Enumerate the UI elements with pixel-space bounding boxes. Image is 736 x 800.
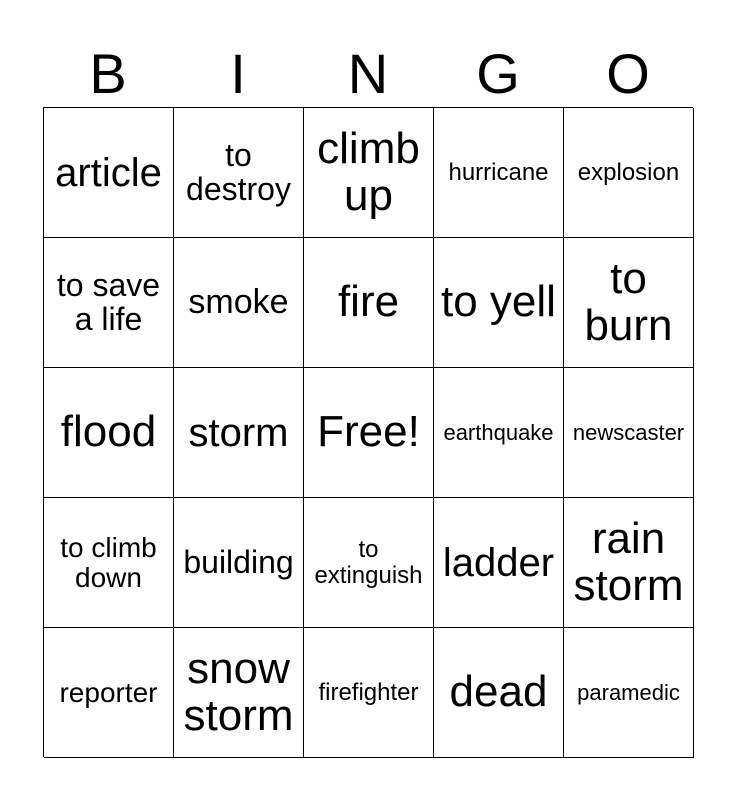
header-letter-b: B [89,42,127,105]
header-letter-n: N [347,42,389,105]
free-space[interactable]: Free! [304,368,434,498]
header-letter-g: G [476,42,520,105]
bingo-cell[interactable]: ladder [434,498,564,628]
bingo-cell[interactable]: firefighter [304,628,434,758]
bingo-cell[interactable]: article [44,108,174,238]
bingo-cell[interactable]: reporter [44,628,174,758]
bingo-header [43,40,693,108]
bingo-board [43,107,693,757]
bingo-cell[interactable]: snow storm [174,628,304,758]
header-letter-o: O [606,42,650,105]
bingo-cell[interactable]: to extinguish [304,498,434,628]
bingo-cell[interactable]: paramedic [564,628,694,758]
bingo-cell[interactable]: fire [304,238,434,368]
bingo-cell[interactable]: newscaster [564,368,694,498]
bingo-cell[interactable]: to save a life [44,238,174,368]
bingo-cell[interactable]: climb up [304,108,434,238]
header-letter-i: I [230,42,246,105]
bingo-cell[interactable]: rain storm [564,498,694,628]
bingo-cell[interactable]: smoke [174,238,304,368]
bingo-cell[interactable]: explosion [564,108,694,238]
bingo-cell[interactable]: to yell [434,238,564,368]
bingo-cell[interactable]: dead [434,628,564,758]
bingo-cell[interactable]: earthquake [434,368,564,498]
bingo-cell[interactable]: building [174,498,304,628]
bingo-cell[interactable]: storm [174,368,304,498]
bingo-cell[interactable]: to destroy [174,108,304,238]
bingo-cell[interactable]: hurricane [434,108,564,238]
bingo-cell[interactable]: to burn [564,238,694,368]
bingo-cell[interactable]: to climb down [44,498,174,628]
bingo-cell[interactable]: flood [44,368,174,498]
